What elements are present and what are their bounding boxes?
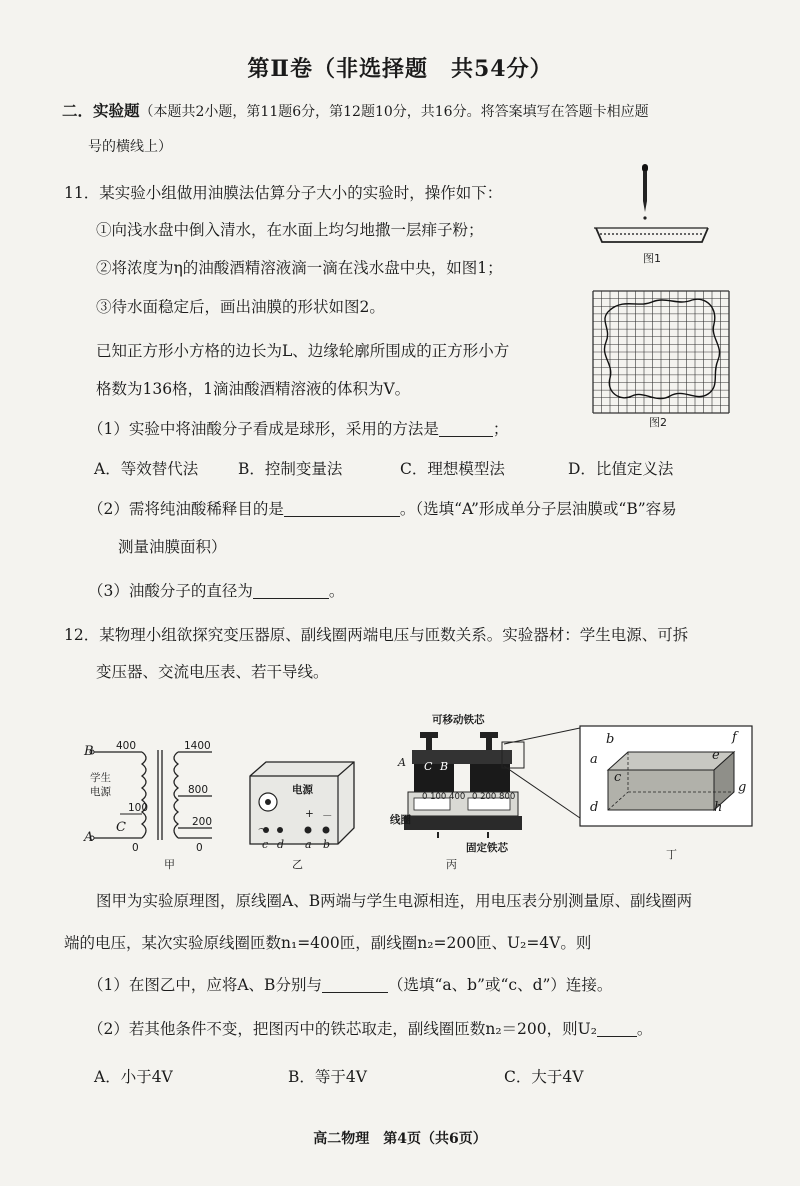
q11-sub2 [88, 498, 677, 520]
jia-turns-1400: 1400 [184, 740, 211, 752]
q11-step1: ①向浅水盘中倒入清水，在水面上均匀地撒一层痱子粉； [96, 221, 484, 239]
jia-turns-800: 800 [188, 784, 209, 796]
q11-option-a: A．等效替代法 [94, 460, 199, 478]
q11-option-c: C．理想模型法 [400, 460, 505, 478]
q12-sub2-blank[interactable] [597, 1020, 637, 1037]
jia-label-b: B [84, 744, 94, 759]
jia-label-c: C [116, 820, 126, 835]
q12-sub1-text: （1）在图乙中，应将A、B分别与 [88, 976, 322, 994]
figure-1-caption: 图1 [643, 252, 661, 265]
yi-term-b: b [323, 838, 331, 851]
q11-sub2-cont: 测量油膜面积） [118, 538, 227, 556]
q12-option-b: B．等于4V [288, 1068, 367, 1086]
q11-sub1-end: ； [492, 420, 509, 438]
page-title: 第Ⅱ卷（非选择题 共54分） [247, 56, 553, 82]
q11-step2: ②将浓度为η的油酸酒精溶液滴一滴在浅水盘中央，如图1； [96, 259, 503, 277]
section-label: 二．实验题 [62, 101, 140, 120]
q11-given-2: 格数为136格，1滴油酸酒精溶液的体积为V。 [96, 380, 411, 398]
ding-label-c: c [614, 770, 622, 785]
q12-sub2-text: （2）若其他条件不变，把图丙中的铁芯取走，副线圈匝数n₂＝200，则U₂ [88, 1020, 597, 1038]
q11-sub1 [88, 418, 508, 440]
q11-sub3 [88, 580, 344, 602]
q12-sub2 [88, 1018, 652, 1040]
q12-sub1-tail: （选填“a、b”或“c、d”）连接。 [387, 976, 613, 994]
jia-turns-400: 400 [116, 740, 137, 752]
q12-option-c: C．大于4V [504, 1068, 584, 1086]
section-instructions: （本题共2小题，第11题6分，第12题10分，共16分。将答案填写在答题卡相应题 [139, 104, 649, 120]
q11-sub2-blank[interactable] [284, 500, 400, 517]
q12-option-a: A．小于4V [94, 1068, 173, 1086]
page-footer: 高二物理 第4页（共6页） [313, 1131, 487, 1147]
figure-1-diagram [592, 160, 712, 260]
q12-stem-2: 变压器、交流电压表、若干导线。 [96, 663, 329, 681]
q12-sub1-blank[interactable] [322, 976, 388, 993]
ding-label-g: g [738, 780, 747, 795]
ding-label-d: d [590, 800, 599, 815]
jia-turns-0-right: 0 [196, 842, 203, 854]
yi-term-c: c [262, 838, 269, 851]
bing-label-a: A [398, 756, 406, 769]
figure-2-grid [592, 290, 730, 414]
q12-stem-1: 12．某物理小组欲探究变压器原、副线圈两端电压与匝数关系。实验器材：学生电源、可拆 [64, 626, 689, 644]
ding-label-a: a [590, 752, 598, 767]
jia-turns-100: 100 [128, 802, 149, 814]
yi-term-a: a [305, 838, 312, 851]
q11-sub2-text: （2）需将纯油酸稀释目的是 [88, 500, 284, 518]
q11-sub1-text: （1）实验中将油酸分子看成是球形，采用的方法是 [88, 420, 439, 438]
figure-yi-caption: 乙 [292, 858, 303, 871]
bing-scale-right: 0 200 800 [472, 792, 516, 802]
bing-label-c: C [424, 760, 433, 773]
bing-movable-core: 可移动铁芯 [432, 714, 485, 726]
bing-label-b: B [440, 760, 449, 773]
q11-sub3-end: 。 [328, 582, 345, 600]
figure-jia-caption: 甲 [164, 858, 175, 871]
section-heading [62, 100, 649, 123]
q11-sub3-text: （3）油酸分子的直径为 [88, 582, 253, 600]
q11-sub1-blank[interactable] [439, 420, 493, 437]
bing-scale-left: 0 100 400 [422, 792, 466, 802]
jia-label-a: A [84, 830, 94, 845]
q11-sub3-blank[interactable] [253, 582, 329, 599]
q11-sub2-tail: 。（选填“A”形成单分子层油膜或“B”容易 [399, 500, 677, 518]
figure-2-caption: 图2 [649, 416, 667, 429]
section-instructions-cont: 号的横线上） [88, 139, 172, 155]
q11-step3: ③待水面稳定后，画出油膜的形状如图2。 [96, 298, 385, 316]
jia-turns-0-left: 0 [132, 842, 139, 854]
figure-ding-core-block [578, 724, 754, 828]
q11-option-d: D．比值定义法 [568, 460, 674, 478]
figure-bing-caption: 丙 [446, 858, 457, 871]
q12-desc-2: 端的电压，某次实验原线圈匝数n₁=400匝，副线圈n₂=200匝、U₂=4V。则 [64, 934, 592, 952]
jia-source-1: 学生 [90, 772, 111, 784]
bing-fixed-core: 固定铁芯 [466, 842, 508, 854]
bing-coil-label: 线圈 [390, 814, 411, 826]
figure-callout-lines [500, 720, 590, 830]
ding-label-f: f [732, 730, 737, 745]
q11-option-b: B．控制变量法 [238, 460, 343, 478]
q11-given-1: 已知正方形小方格的边长为L、边缘轮廓所围成的正方形小方 [96, 342, 510, 360]
q11-stem: 11．某实验小组做用油膜法估算分子大小的实验时，操作如下： [64, 184, 503, 202]
yi-ac-symbol: ～ [258, 824, 269, 836]
jia-source-2: 电源 [90, 786, 111, 798]
q12-desc-1: 图甲为实验原理图，原线圈A、B两端与学生电源相连，用电压表分别测量原、副线圈两 [96, 892, 693, 910]
q12-sub1 [88, 974, 612, 996]
figure-ding-caption: 丁 [666, 848, 677, 861]
yi-power-label: 电源 [292, 784, 313, 796]
ding-label-e: e [712, 748, 720, 763]
ding-label-h: h [714, 800, 723, 815]
ding-label-b: b [606, 732, 615, 747]
jia-turns-200: 200 [192, 816, 213, 828]
yi-minus: － [322, 810, 333, 822]
q12-sub2-end: 。 [636, 1020, 653, 1038]
yi-plus: + [305, 808, 314, 820]
yi-term-d: d [277, 838, 285, 851]
